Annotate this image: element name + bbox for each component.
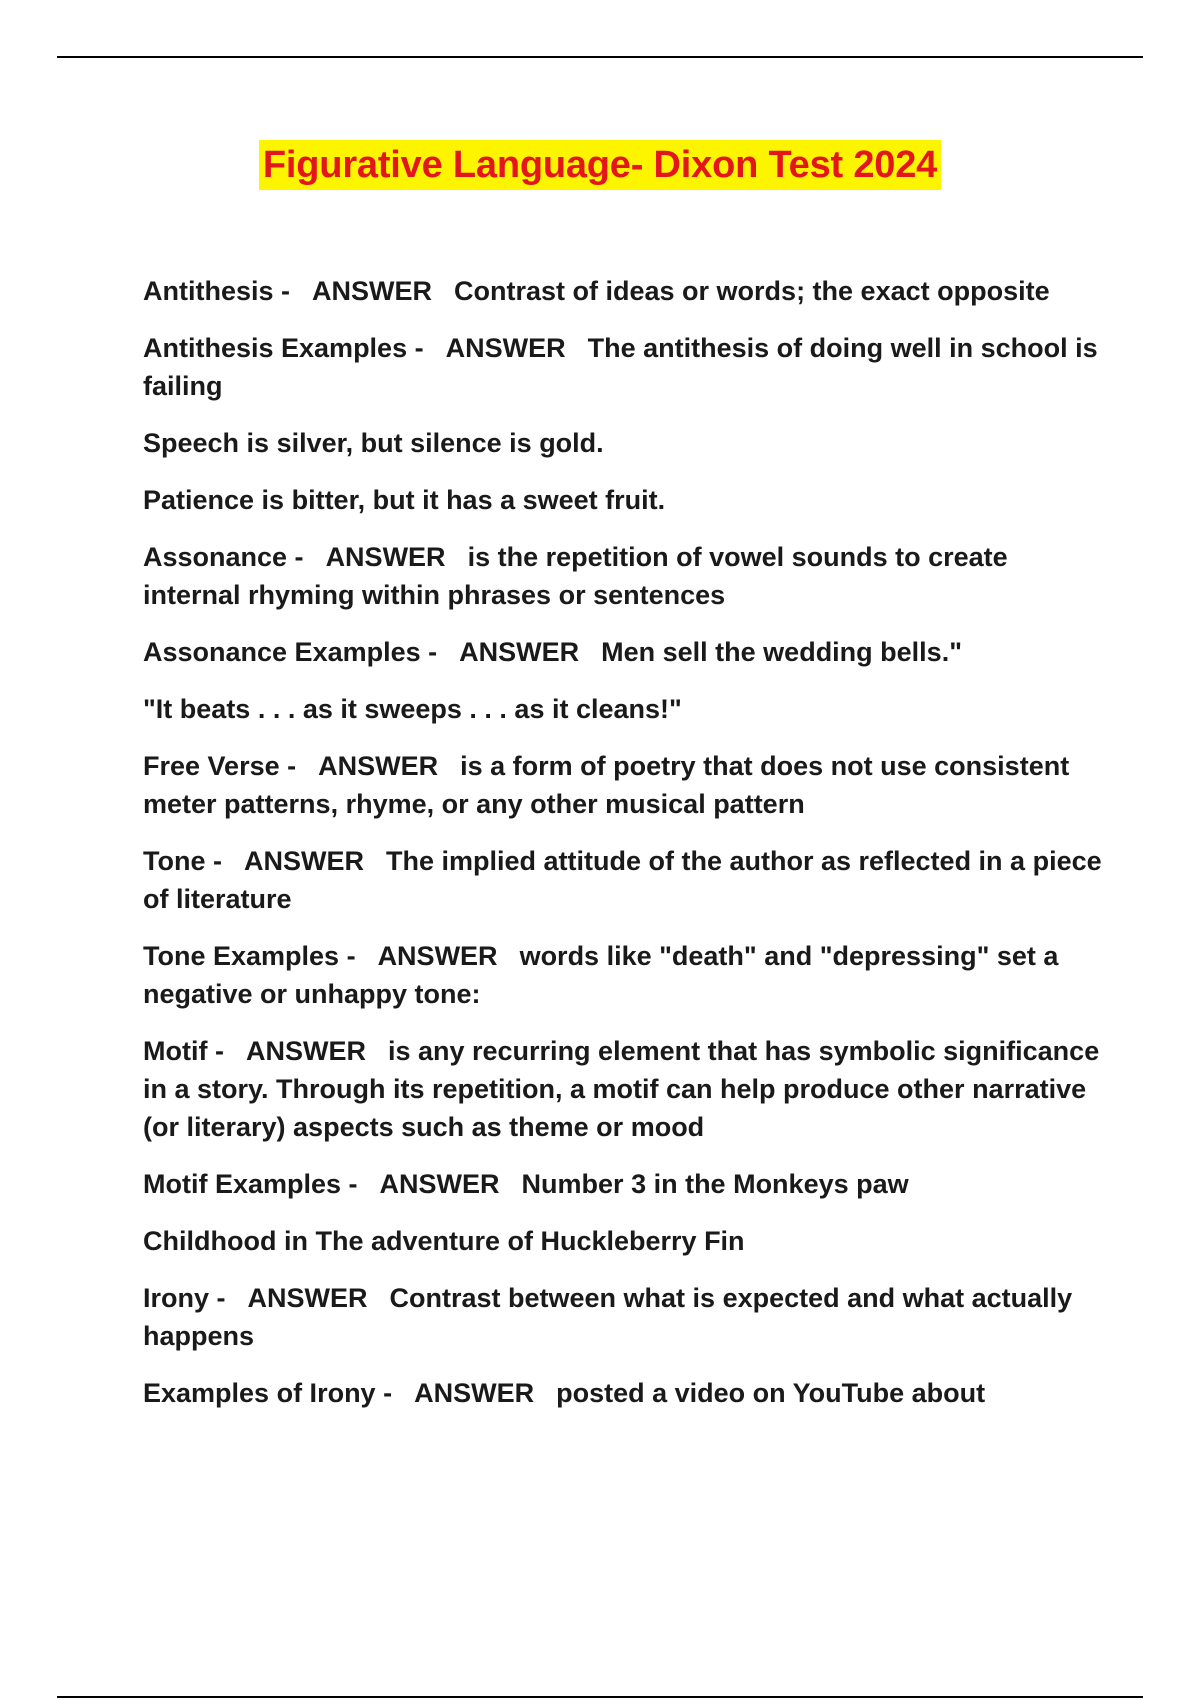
entry-answer: Contrast of ideas or words; the exact opposite xyxy=(454,276,1050,306)
example-line: Speech is silver, but silence is gold. xyxy=(143,428,604,458)
entry-answer: posted a video on YouTube about xyxy=(556,1378,986,1408)
answer-label: ANSWER xyxy=(377,941,498,971)
answer-label: ANSWER xyxy=(245,1036,366,1066)
entry-answer: is the repetition of vowel sounds to create internal rhyming within phrases or sentences xyxy=(143,542,1008,610)
example-line: Childhood in The adventure of Huckleberry Fin xyxy=(143,1226,745,1256)
entry-term: Tone Examples - xyxy=(143,941,356,971)
qa-entry xyxy=(143,1279,1103,1355)
qa-list xyxy=(143,272,1103,1431)
answer-label: ANSWER xyxy=(459,637,580,667)
answer-label: ANSWER xyxy=(325,542,446,572)
answer-label: ANSWER xyxy=(243,846,364,876)
qa-entry xyxy=(143,538,1103,614)
answer-label: ANSWER xyxy=(318,751,439,781)
example-line: "It beats . . . as it sweeps . . . as it cleans!" xyxy=(143,694,682,724)
entry-answer: Contrast between what is expected and what actually happens xyxy=(143,1283,1073,1351)
qa-entry xyxy=(143,842,1103,918)
entry-answer: The implied attitude of the author as reflected in a piece of literature xyxy=(143,846,1102,914)
entry-term: Motif - xyxy=(143,1036,224,1066)
entry-answer: The antithesis of doing well in school is failing xyxy=(143,333,1098,401)
answer-label: ANSWER xyxy=(312,276,433,306)
example-line: Patience is bitter, but it has a sweet fruit. xyxy=(143,485,666,515)
entry-term: Assonance - xyxy=(143,542,304,572)
entry-term: Examples of Irony - xyxy=(143,1378,393,1408)
entry-term: Tone - xyxy=(143,846,222,876)
qa-entry xyxy=(143,1374,1103,1412)
entry-term: Assonance Examples - xyxy=(143,637,438,667)
bottom-divider xyxy=(57,1696,1143,1698)
qa-entry xyxy=(143,1032,1103,1146)
entry-answer: Number 3 in the Monkeys paw xyxy=(521,1169,909,1199)
entry-answer: Men sell the wedding bells." xyxy=(601,637,963,667)
answer-label: ANSWER xyxy=(445,333,566,363)
answer-label: ANSWER xyxy=(379,1169,500,1199)
entry-answer: words like "death" and "depressing" set a negative or unhappy tone: xyxy=(143,941,1059,1009)
entry-term: Irony - xyxy=(143,1283,226,1313)
title-container xyxy=(0,140,1200,190)
qa-entry xyxy=(143,1165,1103,1203)
document-title: Figurative Language- Dixon Test 2024 xyxy=(259,140,941,190)
entry-term: Antithesis - xyxy=(143,276,291,306)
qa-entry xyxy=(143,633,1103,671)
answer-label: ANSWER xyxy=(414,1378,535,1408)
top-divider xyxy=(57,56,1143,58)
entry-term: Motif Examples - xyxy=(143,1169,358,1199)
qa-entry xyxy=(143,329,1103,405)
qa-entry xyxy=(143,272,1103,310)
qa-entry xyxy=(143,747,1103,823)
entry-answer: is a form of poetry that does not use consistent meter patterns, rhyme, or any other musical pattern xyxy=(143,751,1070,819)
entry-answer: is any recurring element that has symbolic significance in a story. Through its repetition, a motif can help produce other narrative (or literary) aspects such as theme or mood xyxy=(143,1036,1100,1142)
entry-term: Antithesis Examples - xyxy=(143,333,424,363)
answer-label: ANSWER xyxy=(247,1283,368,1313)
entry-term: Free Verse - xyxy=(143,751,297,781)
qa-entry xyxy=(143,937,1103,1013)
